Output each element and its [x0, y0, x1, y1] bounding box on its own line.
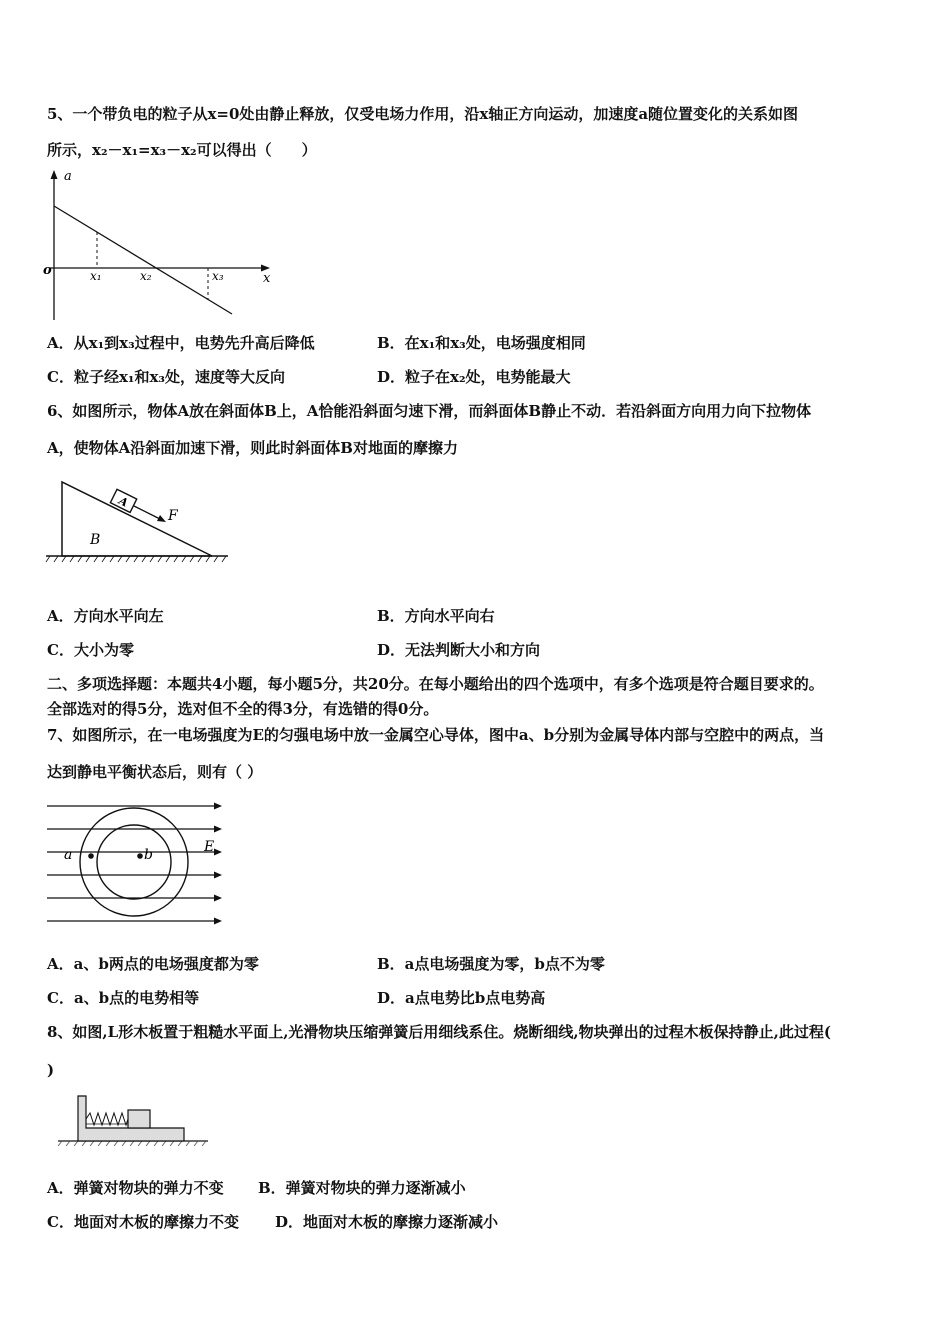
q7-option-d: D．a点电势比b点电势高 [377, 989, 546, 1007]
section2-heading-line1: 二、多项选择题：本题共4小题，每小题5分，共20分。在每小题给出的四个选项中，有多个选项是符合题目要求的。 [47, 675, 824, 693]
q6-block-a-label: A [116, 494, 131, 510]
q5-axis-a-label: a [64, 169, 72, 184]
q5-a-x-graph [40, 168, 280, 318]
q6-stem-line1: 6、如图所示，物体A放在斜面体B上，A恰能沿斜面匀速下滑，而斜面体B静止不动．若沿斜面方向用力向下拉物体 [47, 402, 812, 420]
q7-conductor-figure [44, 798, 234, 928]
q7-option-a: A．a、b两点的电场强度都为零 [47, 955, 259, 973]
q5-option-b: B．在x₁和x₃处，电场强度相同 [377, 334, 586, 352]
q7-point-a-label: a [64, 847, 73, 863]
q5-stem-line1: 5、一个带负电的粒子从x=0处由静止释放，仅受电场力作用，沿x轴正方向运动，加速度a随位置变化的关系如图 [47, 105, 799, 123]
q5-x3-label: x₃ [212, 269, 224, 283]
q6-force-f-label: F [168, 508, 178, 524]
q5-axis-x-label: x [263, 271, 271, 286]
q5-origin-label: o [43, 263, 52, 278]
q5-stem-line2: 所示，x₂－x₁=x₃－x₂可以得出（ ） [47, 141, 317, 159]
q6-stem-line2: A，使物体A沿斜面加速下滑，则此时斜面体B对地面的摩擦力 [47, 439, 458, 457]
q8-option-c: C．地面对木板的摩擦力不变 [47, 1213, 239, 1231]
q7-point-b-label: b [144, 847, 153, 863]
q5-x1-label: x₁ [90, 269, 102, 283]
q5-option-c: C．粒子经x₁和x₃处，速度等大反向 [47, 368, 285, 386]
q6-incline-b-label: B [90, 532, 101, 548]
q6-incline-figure [44, 478, 244, 568]
q7-stem-line1: 7、如图所示，在一电场强度为E的匀强电场中放一金属空心导体，图中a、b分别为金属导体内部与空腔中的两点，当 [47, 726, 825, 744]
q6-option-d: D．无法判断大小和方向 [377, 641, 541, 659]
q8-board-spring-figure [58, 1094, 218, 1154]
q8-option-a: A．弹簧对物块的弹力不变 [47, 1179, 224, 1197]
q6-option-b: B．方向水平向右 [377, 607, 495, 625]
section2-heading-line2: 全部选对的得5分，选对但不全的得3分，有选错的得0分。 [47, 700, 439, 718]
q8-stem-line1: 8、如图,L形木板置于粗糙水平面上,光滑物块压缩弹簧后用细线系住。烧断细线,物块弹出的过程木板保持静止,此过程( [47, 1023, 831, 1041]
q5-option-d: D．粒子在x₂处，电势能最大 [377, 368, 571, 386]
q7-stem-line2: 达到静电平衡状态后，则有（ ） [47, 763, 263, 781]
q8-stem-line2: ) [47, 1061, 55, 1079]
q7-field-e-label: E [204, 839, 215, 855]
q7-option-b: B．a点电场强度为零，b点不为零 [377, 955, 605, 973]
q6-option-c: C．大小为零 [47, 641, 134, 659]
q8-option-b: B．弹簧对物块的弹力逐渐减小 [258, 1179, 466, 1197]
q5-option-a: A．从x₁到x₃过程中，电势先升高后降低 [47, 334, 315, 352]
q6-option-a: A．方向水平向左 [47, 607, 164, 625]
q5-x2-label: x₂ [140, 269, 152, 283]
q8-option-d: D．地面对木板的摩擦力逐渐减小 [275, 1213, 499, 1231]
q7-option-c: C．a、b点的电势相等 [47, 989, 200, 1007]
